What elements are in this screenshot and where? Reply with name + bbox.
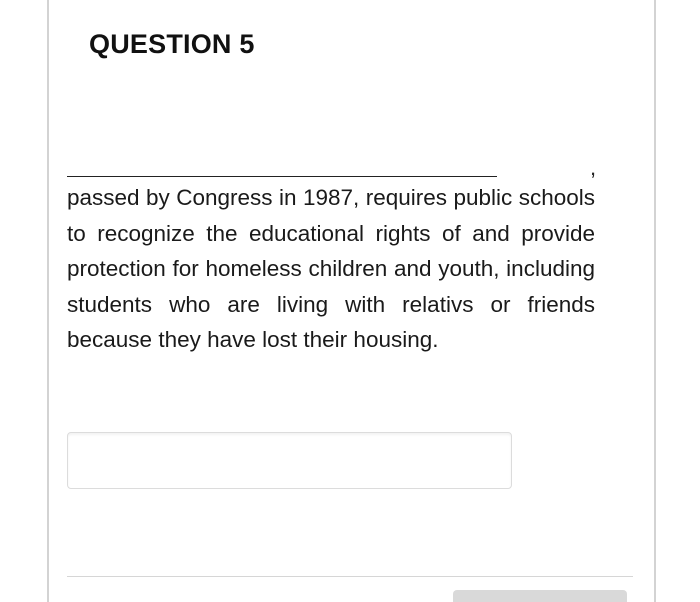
fill-in-blank-line	[67, 176, 497, 177]
next-question-button[interactable]	[453, 590, 627, 602]
question-text: passed by Congress in 1987, requires public schools to recognize the educational rights of and provide protection for homeless children and youth, including students who are living with relativs or friends because they have lost their housing.	[67, 185, 595, 352]
question-title: QUESTION 5	[89, 29, 255, 59]
divider	[67, 576, 633, 577]
answer-input[interactable]	[67, 432, 512, 489]
blank-suffix: ,	[590, 155, 597, 180]
